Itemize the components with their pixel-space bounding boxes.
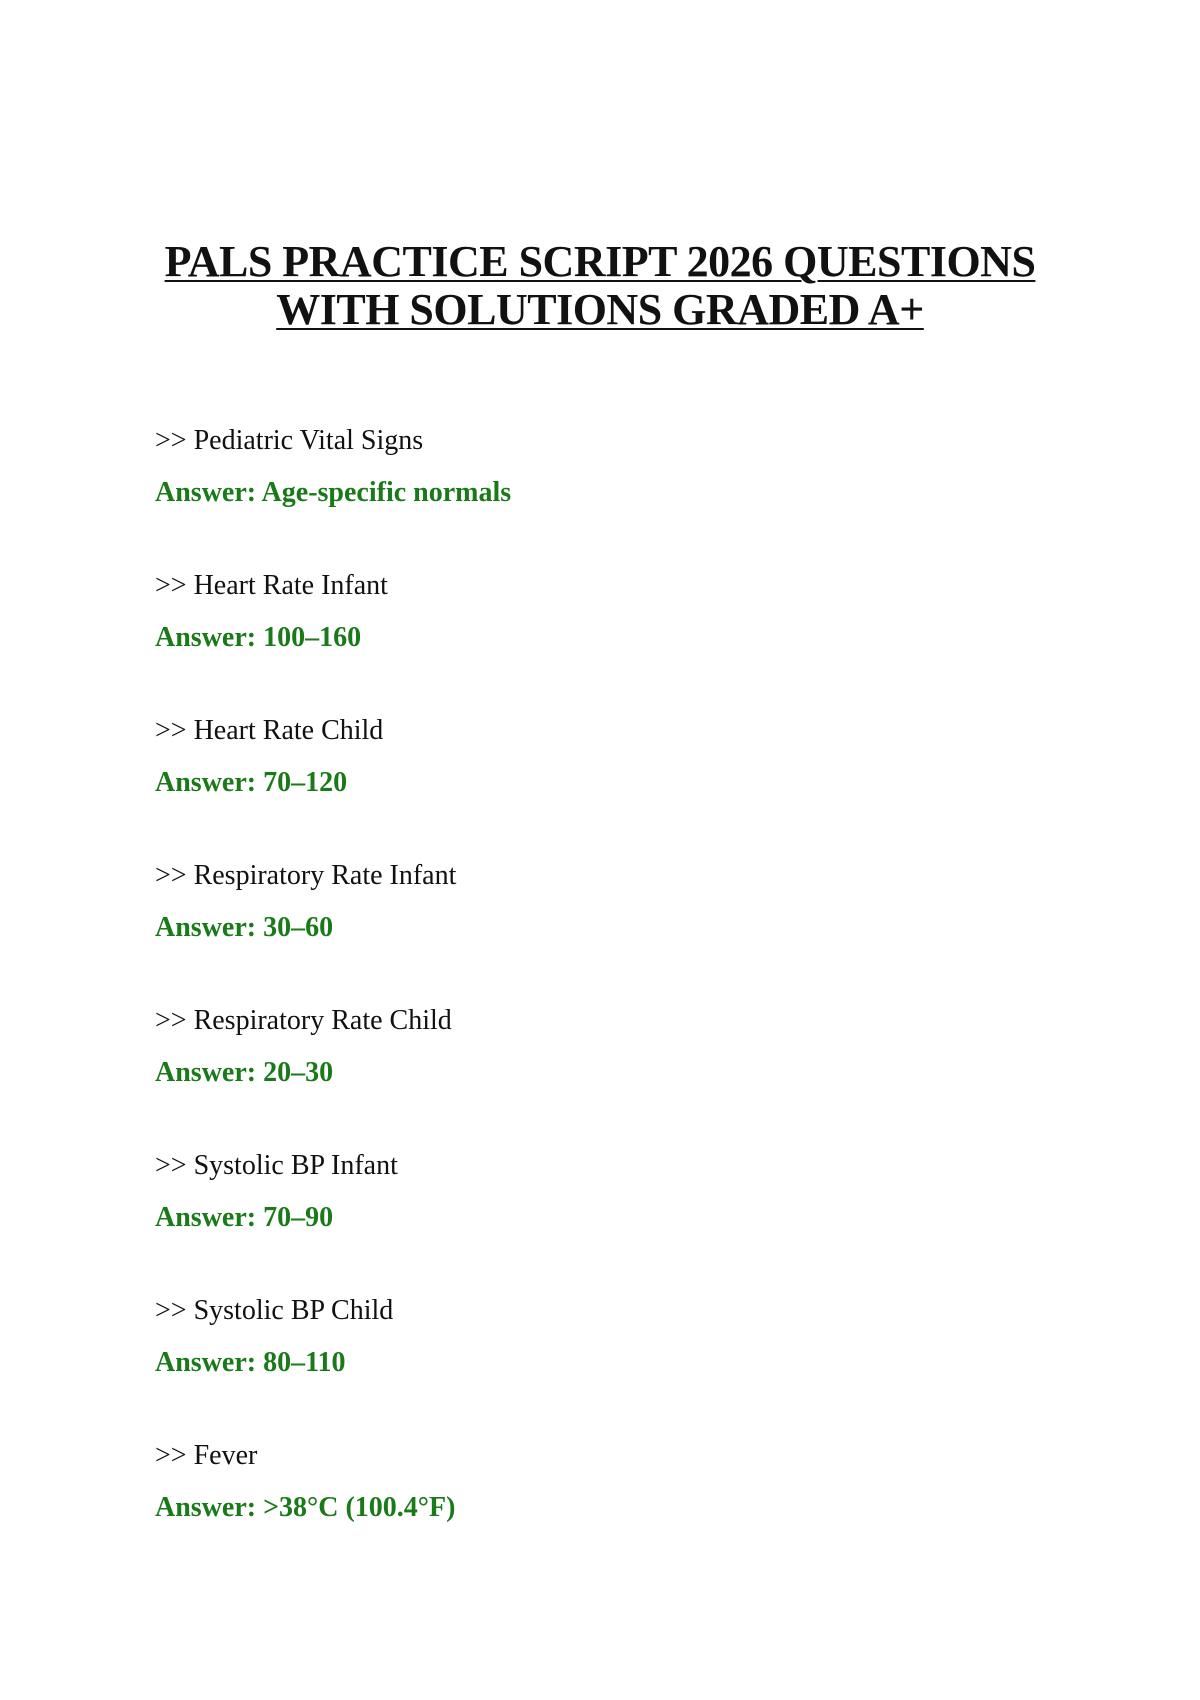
question-text: >> Fever xyxy=(155,1440,258,1471)
question-text: >> Respiratory Rate Infant xyxy=(155,860,457,891)
qa-item xyxy=(155,1294,1055,1439)
question-text: >> Systolic BP Infant xyxy=(155,1150,398,1181)
question-text: >> Respiratory Rate Child xyxy=(155,1005,452,1036)
answer-text: Answer: 70–90 xyxy=(155,1202,334,1233)
question-text: >> Heart Rate Infant xyxy=(155,570,388,601)
qa-item xyxy=(155,1439,1055,1584)
answer-text: Answer: 100–160 xyxy=(155,622,362,653)
title-line-2: WITH SOLUTIONS GRADED A+ xyxy=(276,285,924,334)
answer-text: Answer: 80–110 xyxy=(155,1347,346,1378)
qa-item xyxy=(155,1004,1055,1149)
answer-text: Answer: 20–30 xyxy=(155,1057,334,1088)
qa-item xyxy=(155,859,1055,1004)
answer-text: Answer: Age-specific normals xyxy=(155,477,512,508)
question-text: >> Heart Rate Child xyxy=(155,715,384,746)
question-text: >> Pediatric Vital Signs xyxy=(155,425,424,456)
qa-list xyxy=(155,424,1055,1584)
qa-item xyxy=(155,714,1055,859)
question-text: >> Systolic BP Child xyxy=(155,1295,394,1326)
answer-text: Answer: 30–60 xyxy=(155,912,334,943)
answer-text: Answer: 70–120 xyxy=(155,767,348,798)
answer-text: Answer: >38°C (100.4°F) xyxy=(155,1492,456,1523)
document-title xyxy=(0,238,1200,334)
qa-item xyxy=(155,1149,1055,1294)
qa-item xyxy=(155,424,1055,569)
qa-item xyxy=(155,569,1055,714)
title-line-1: PALS PRACTICE SCRIPT 2026 QUESTIONS xyxy=(164,237,1036,286)
